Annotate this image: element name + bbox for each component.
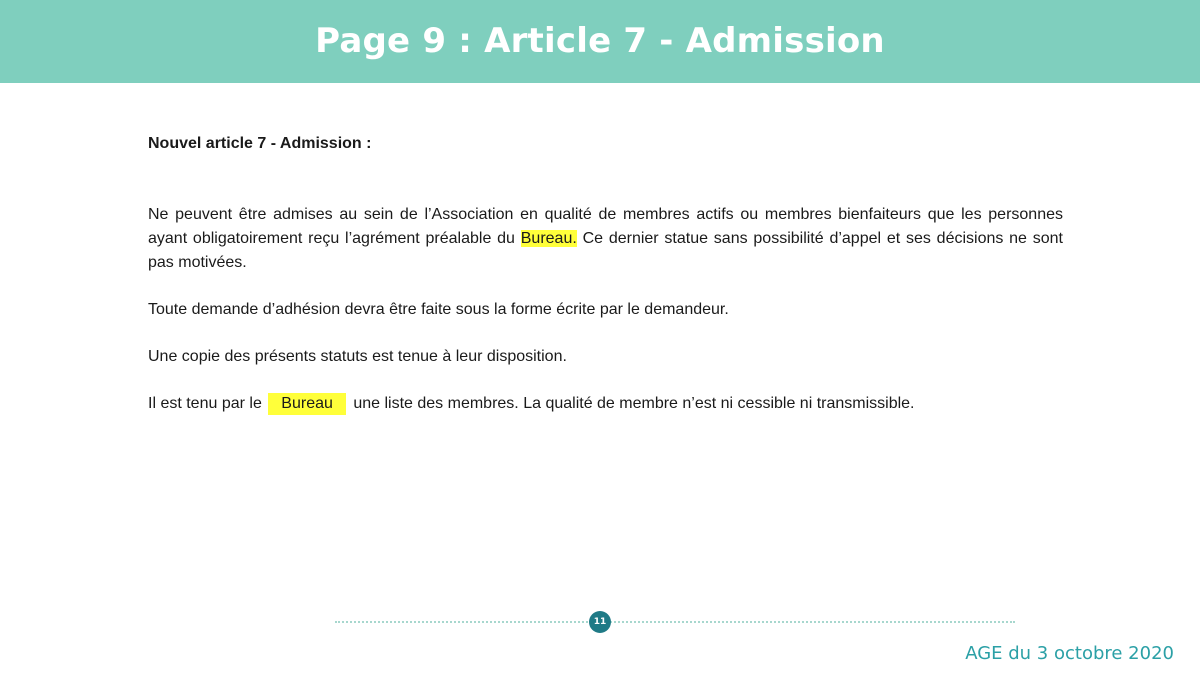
paragraph-text: Il est tenu par le <box>148 395 262 412</box>
footer-date: AGE du 3 octobre 2020 <box>965 643 1174 664</box>
paragraph-text: Ce dernier statue sans possibilité d’appel et ses décisions ne sont pas motivées. <box>148 230 1063 271</box>
highlighted-word: Bureau <box>268 393 346 415</box>
paragraph-text: Ne peuvent être admises au sein de l’Association en qualité de membres actifs ou membres bienfaiteurs que les personnes ayant obligatoirement reçu l’agrément préalable du <box>148 206 1063 247</box>
highlighted-word: Bureau. <box>520 230 577 247</box>
footer-divider <box>335 621 1015 623</box>
article-subtitle: Nouvel article 7 - Admission : <box>148 135 372 152</box>
page-title: Page 9 : Article 7 - Admission <box>315 20 885 61</box>
paragraph-membership-request: Toute demande d’adhésion devra être faite sous la forme écrite par le demandeur. <box>148 301 729 318</box>
page-number-badge: 11 <box>589 611 611 633</box>
header-band <box>0 0 1200 83</box>
paragraph-members-list <box>148 392 1063 416</box>
paragraph-text: une liste des membres. La qualité de membre n’est ni cessible ni transmissible. <box>353 395 915 412</box>
paragraph-admission-conditions <box>148 203 1063 275</box>
article-content <box>148 133 1063 439</box>
paragraph-statutes-copy: Une copie des présents statuts est tenue à leur disposition. <box>148 348 567 365</box>
